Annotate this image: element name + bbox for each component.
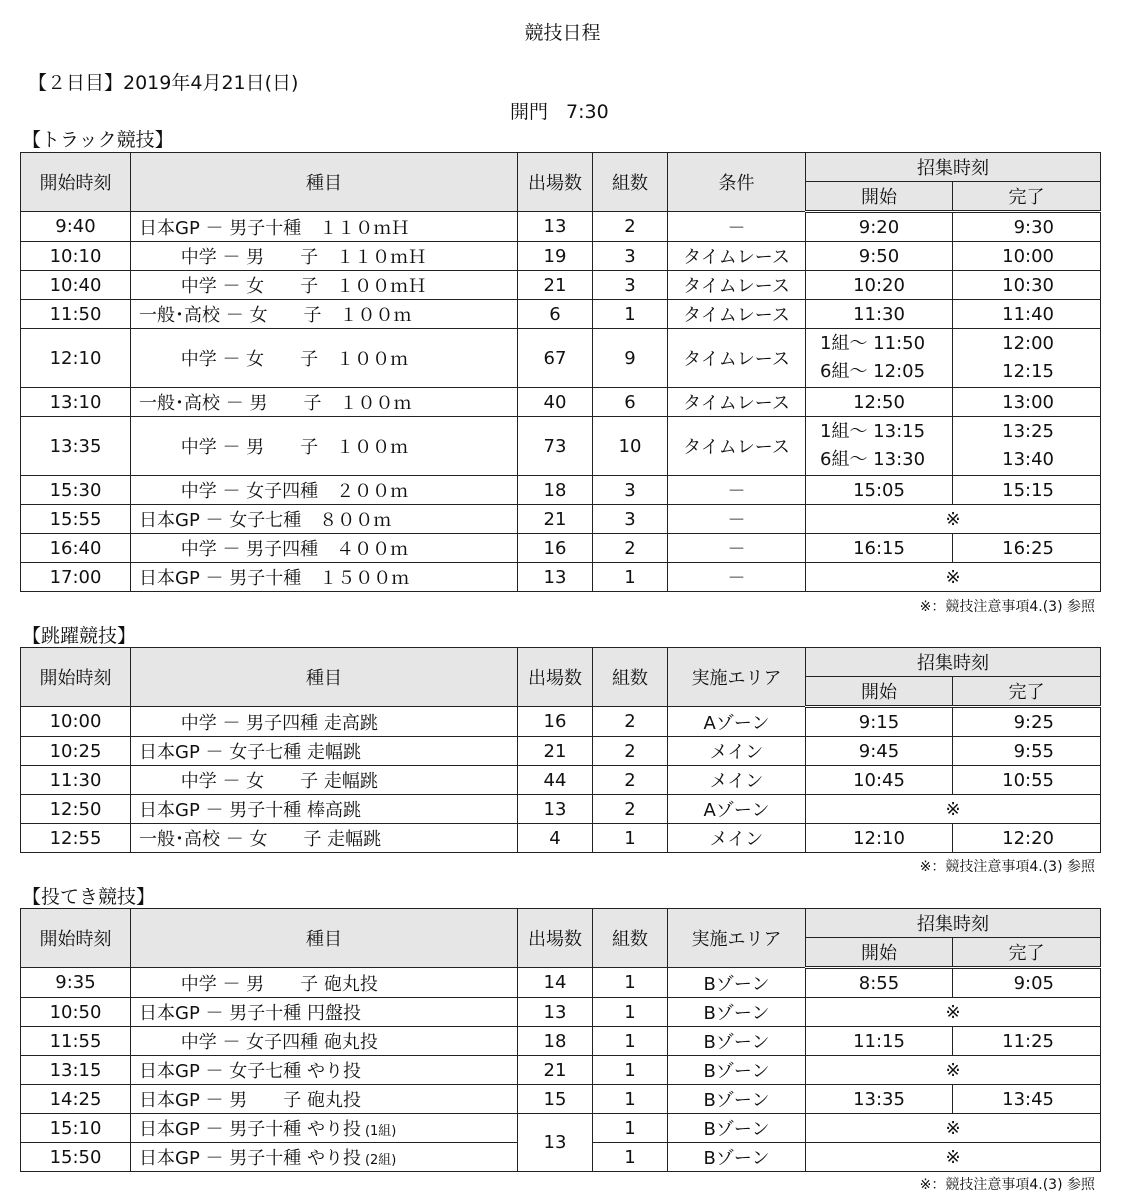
event-text: 日本GP － 女子七種 やり投: [139, 1061, 361, 1082]
groups: 9: [593, 329, 668, 388]
call-time-note: ※: [806, 505, 1101, 534]
call-time-note: ※: [806, 1114, 1101, 1143]
event-text: 日本GP － 男子十種 １１０ｍＨ: [139, 217, 410, 239]
start-time: 14:25: [21, 1085, 131, 1114]
condition: －: [668, 505, 806, 534]
col-groups: 組数: [593, 153, 668, 212]
table-row: [21, 563, 1101, 592]
call-end: 10:55: [953, 766, 1101, 795]
start-time: 9:35: [21, 968, 131, 998]
call-start: 11:30: [806, 300, 953, 329]
call-end: 11:40: [953, 300, 1101, 329]
event-name: [131, 563, 518, 592]
groups: 1: [593, 1085, 668, 1114]
table-row: [21, 707, 1101, 737]
groups: 1: [593, 300, 668, 329]
groups: 2: [593, 707, 668, 737]
start-time: 10:00: [21, 707, 131, 737]
groups: 3: [593, 505, 668, 534]
table-row: [21, 534, 1101, 563]
condition: メイン: [668, 737, 806, 766]
table-row: [21, 1056, 1101, 1085]
event-group: (2組): [364, 1153, 397, 1168]
call-end: [953, 329, 1101, 388]
call-start: 16:15: [806, 534, 953, 563]
event-text: 一般･高校 － 男 子 １００ｍ: [139, 393, 412, 414]
table-row: [21, 1027, 1101, 1056]
event-name: [131, 1114, 518, 1143]
condition: －: [668, 212, 806, 242]
col-call-time: 招集時刻: [806, 153, 1101, 182]
table-row: [21, 388, 1101, 417]
groups: 6: [593, 388, 668, 417]
entries: 44: [518, 766, 593, 795]
throw-table: [20, 908, 1101, 1172]
call-end: 11:25: [953, 1027, 1101, 1056]
entries: 67: [518, 329, 593, 388]
event-name: [131, 1056, 518, 1085]
col-start-time: 開始時刻: [21, 909, 131, 968]
groups: 3: [593, 242, 668, 271]
event-name: [131, 534, 518, 563]
condition: －: [668, 563, 806, 592]
col-condition: 実施エリア: [668, 909, 806, 968]
col-event: 種目: [131, 648, 518, 707]
groups: 2: [593, 766, 668, 795]
start-time: 10:25: [21, 737, 131, 766]
event-name: [131, 242, 518, 271]
event-text: 中学 － 女 子 走幅跳: [139, 771, 378, 792]
start-time: 10:10: [21, 242, 131, 271]
call-end-second: 13:40: [1002, 449, 1054, 470]
event-name: [131, 766, 518, 795]
call-start: 9:20: [806, 212, 953, 242]
start-time: 15:50: [21, 1143, 131, 1172]
groups: 1: [593, 824, 668, 853]
groups: 1: [593, 563, 668, 592]
entries: 21: [518, 271, 593, 300]
call-start: 8:55: [806, 968, 953, 998]
call-end: 16:25: [953, 534, 1101, 563]
condition: タイムレース: [668, 271, 806, 300]
table-row: [21, 766, 1101, 795]
entries: 16: [518, 534, 593, 563]
condition: タイムレース: [668, 242, 806, 271]
event-group: (1組): [364, 1124, 397, 1139]
call-time-note: ※: [806, 795, 1101, 824]
jump-table: [20, 647, 1101, 853]
groups: 2: [593, 737, 668, 766]
event-text: 日本GP － 女子七種 ８００ｍ: [139, 510, 392, 531]
call-end: 13:00: [953, 388, 1101, 417]
call-end: 15:15: [953, 476, 1101, 505]
event-name: [131, 737, 518, 766]
start-time: 11:50: [21, 300, 131, 329]
call-start: 13:35: [806, 1085, 953, 1114]
condition: Bゾーン: [668, 1056, 806, 1085]
call-time-note: ※: [806, 563, 1101, 592]
event-name: [131, 1143, 518, 1172]
throw-heading: 【投てき競技】: [22, 886, 156, 908]
col-event: 種目: [131, 153, 518, 212]
start-time: 12:50: [21, 795, 131, 824]
start-time: 15:30: [21, 476, 131, 505]
event-text: 日本GP － 男子十種 やり投: [139, 1148, 361, 1169]
throw-note: ※：競技注意事項4.(3) 参照: [919, 1177, 1095, 1193]
event-text: 中学 － 女子四種 ２００ｍ: [139, 481, 409, 502]
call-end-first: 12:00: [1002, 333, 1054, 354]
call-end: 9:55: [953, 737, 1101, 766]
col-call-end: 完了: [953, 938, 1101, 968]
start-time: 13:35: [21, 417, 131, 476]
condition: Bゾーン: [668, 1143, 806, 1172]
col-call-start: 開始: [806, 677, 953, 707]
table-row: [21, 1085, 1101, 1114]
entries: 21: [518, 505, 593, 534]
condition: Bゾーン: [668, 1027, 806, 1056]
condition: Bゾーン: [668, 998, 806, 1027]
condition: Aゾーン: [668, 795, 806, 824]
col-entries: 出場数: [518, 909, 593, 968]
call-start: 10:20: [806, 271, 953, 300]
start-time: 13:15: [21, 1056, 131, 1085]
col-call-time: 招集時刻: [806, 648, 1101, 677]
call-end: [953, 417, 1101, 476]
col-entries: 出場数: [518, 648, 593, 707]
event-name: [131, 212, 518, 242]
page-title: 競技日程: [524, 22, 601, 44]
event-text: 中学 － 女 子 １００ｍＨ: [139, 276, 427, 297]
col-call-start: 開始: [806, 938, 953, 968]
jump-note: ※：競技注意事項4.(3) 参照: [919, 859, 1095, 875]
event-text: 中学 － 女 子 １００ｍ: [139, 349, 409, 370]
groups: 2: [593, 534, 668, 563]
start-time: 17:00: [21, 563, 131, 592]
start-time: 11:55: [21, 1027, 131, 1056]
start-time: 15:55: [21, 505, 131, 534]
entries: 21: [518, 737, 593, 766]
col-call-start: 開始: [806, 182, 953, 212]
event-name: [131, 1027, 518, 1056]
event-name: [131, 329, 518, 388]
call-start: 9:50: [806, 242, 953, 271]
condition: タイムレース: [668, 417, 806, 476]
event-name: [131, 476, 518, 505]
event-text: 日本GP － 男子十種 やり投: [139, 1119, 361, 1140]
table-row: [21, 968, 1101, 998]
event-text: 中学 － 女子四種 砲丸投: [139, 1032, 378, 1053]
entries: 13: [518, 1114, 593, 1172]
groups: 1: [593, 968, 668, 998]
event-text: 一般･高校 － 女 子 １００ｍ: [139, 305, 412, 326]
event-text: 日本GP － 女子七種 走幅跳: [139, 742, 361, 763]
start-time: 12:55: [21, 824, 131, 853]
entries: 13: [518, 795, 593, 824]
col-start-time: 開始時刻: [21, 153, 131, 212]
table-row: [21, 824, 1101, 853]
call-end: 10:30: [953, 271, 1101, 300]
call-time-note: ※: [806, 1143, 1101, 1172]
condition: Bゾーン: [668, 1114, 806, 1143]
entries: 18: [518, 476, 593, 505]
call-start: 12:10: [806, 824, 953, 853]
event-name: [131, 998, 518, 1027]
track-table: [20, 152, 1101, 592]
condition: タイムレース: [668, 300, 806, 329]
start-time: 15:10: [21, 1114, 131, 1143]
call-start: [806, 329, 953, 388]
col-condition: 条件: [668, 153, 806, 212]
table-row: [21, 329, 1101, 388]
condition: メイン: [668, 824, 806, 853]
table-row: [21, 737, 1101, 766]
entries: 13: [518, 998, 593, 1027]
start-time: 10:40: [21, 271, 131, 300]
call-start: 11:15: [806, 1027, 953, 1056]
event-name: [131, 1085, 518, 1114]
table-row: [21, 300, 1101, 329]
call-start-first: 1組～ 13:15: [820, 421, 926, 442]
event-text: 中学 － 男 子 砲丸投: [139, 973, 378, 995]
table-row: [21, 998, 1101, 1027]
event-text: 中学 － 男子四種 ４００ｍ: [139, 539, 409, 560]
condition: タイムレース: [668, 329, 806, 388]
col-call-end: 完了: [953, 677, 1101, 707]
call-end: 9:05: [953, 968, 1101, 998]
col-call-end: 完了: [953, 182, 1101, 212]
call-start: 10:45: [806, 766, 953, 795]
condition: メイン: [668, 766, 806, 795]
call-start: 15:05: [806, 476, 953, 505]
col-start-time: 開始時刻: [21, 648, 131, 707]
jump-heading: 【跳躍競技】: [22, 625, 137, 647]
entries: 73: [518, 417, 593, 476]
call-end: 10:00: [953, 242, 1101, 271]
condition: タイムレース: [668, 388, 806, 417]
call-end: 12:20: [953, 824, 1101, 853]
table-row: [21, 505, 1101, 534]
call-start-first: 1組～ 11:50: [820, 333, 926, 354]
table-row: [21, 417, 1101, 476]
groups: 3: [593, 476, 668, 505]
col-groups: 組数: [593, 648, 668, 707]
event-name: [131, 271, 518, 300]
entries: 15: [518, 1085, 593, 1114]
groups: 1: [593, 1027, 668, 1056]
event-text: 中学 － 男 子 １００ｍ: [139, 437, 409, 458]
call-time-note: ※: [806, 1056, 1101, 1085]
table-row: [21, 476, 1101, 505]
condition: Bゾーン: [668, 968, 806, 998]
groups: 1: [593, 1143, 668, 1172]
call-time-note: ※: [806, 998, 1101, 1027]
event-name: [131, 795, 518, 824]
entries: 18: [518, 1027, 593, 1056]
track-note: ※：競技注意事項4.(3) 参照: [919, 599, 1095, 615]
event-name: [131, 388, 518, 417]
call-end-first: 13:25: [1002, 421, 1054, 442]
event-name: [131, 968, 518, 998]
start-time: 10:50: [21, 998, 131, 1027]
condition: Aゾーン: [668, 707, 806, 737]
groups: 1: [593, 998, 668, 1027]
call-end: 9:25: [953, 707, 1101, 737]
entries: 14: [518, 968, 593, 998]
col-call-time: 招集時刻: [806, 909, 1101, 938]
event-text: 中学 － 男 子 １１０ｍＨ: [139, 247, 427, 268]
groups: 2: [593, 795, 668, 824]
event-text: 日本GP － 男子十種 １５００ｍ: [139, 568, 410, 589]
groups: 3: [593, 271, 668, 300]
event-name: [131, 300, 518, 329]
entries: 4: [518, 824, 593, 853]
col-entries: 出場数: [518, 153, 593, 212]
event-name: [131, 707, 518, 737]
groups: 10: [593, 417, 668, 476]
call-end-second: 12:15: [1002, 361, 1054, 382]
condition: －: [668, 534, 806, 563]
col-groups: 組数: [593, 909, 668, 968]
groups: 1: [593, 1114, 668, 1143]
event-name: [131, 824, 518, 853]
event-text: 日本GP － 男 子 砲丸投: [139, 1090, 361, 1111]
table-row: [21, 795, 1101, 824]
groups: 2: [593, 212, 668, 242]
entries: 40: [518, 388, 593, 417]
event-text: 中学 － 男子四種 走高跳: [139, 712, 378, 734]
entries: 16: [518, 707, 593, 737]
table-row: [21, 271, 1101, 300]
start-time: 12:10: [21, 329, 131, 388]
event-text: 日本GP － 男子十種 円盤投: [139, 1003, 361, 1024]
call-start: 12:50: [806, 388, 953, 417]
entries: 19: [518, 242, 593, 271]
call-start: 9:45: [806, 737, 953, 766]
entries: 13: [518, 563, 593, 592]
start-time: 11:30: [21, 766, 131, 795]
event-name: [131, 417, 518, 476]
entries: 13: [518, 212, 593, 242]
call-start: [806, 417, 953, 476]
event-text: 一般･高校 － 女 子 走幅跳: [139, 829, 382, 850]
event-date: 【２日目】2019年4月21日(日): [28, 72, 299, 94]
start-time: 9:40: [21, 212, 131, 242]
entries: 6: [518, 300, 593, 329]
event-name: [131, 505, 518, 534]
call-start-second: 6組～ 12:05: [820, 361, 926, 382]
call-end: 9:30: [953, 212, 1101, 242]
table-row: [21, 212, 1101, 242]
start-time: 16:40: [21, 534, 131, 563]
call-start-second: 6組～ 13:30: [820, 449, 926, 470]
call-start: 9:15: [806, 707, 953, 737]
table-row: [21, 1114, 1101, 1143]
gate-time: 7:30: [566, 101, 609, 123]
gate-label: 開門: [510, 101, 549, 123]
entries: 21: [518, 1056, 593, 1085]
groups: 1: [593, 1056, 668, 1085]
col-event: 種目: [131, 909, 518, 968]
table-row: [21, 242, 1101, 271]
col-condition: 実施エリア: [668, 648, 806, 707]
start-time: 13:10: [21, 388, 131, 417]
event-text: 日本GP － 男子十種 棒高跳: [139, 800, 361, 821]
gate-open: [510, 97, 609, 124]
condition: －: [668, 476, 806, 505]
condition: Bゾーン: [668, 1085, 806, 1114]
track-heading: 【トラック競技】: [22, 129, 174, 151]
call-end: 13:45: [953, 1085, 1101, 1114]
